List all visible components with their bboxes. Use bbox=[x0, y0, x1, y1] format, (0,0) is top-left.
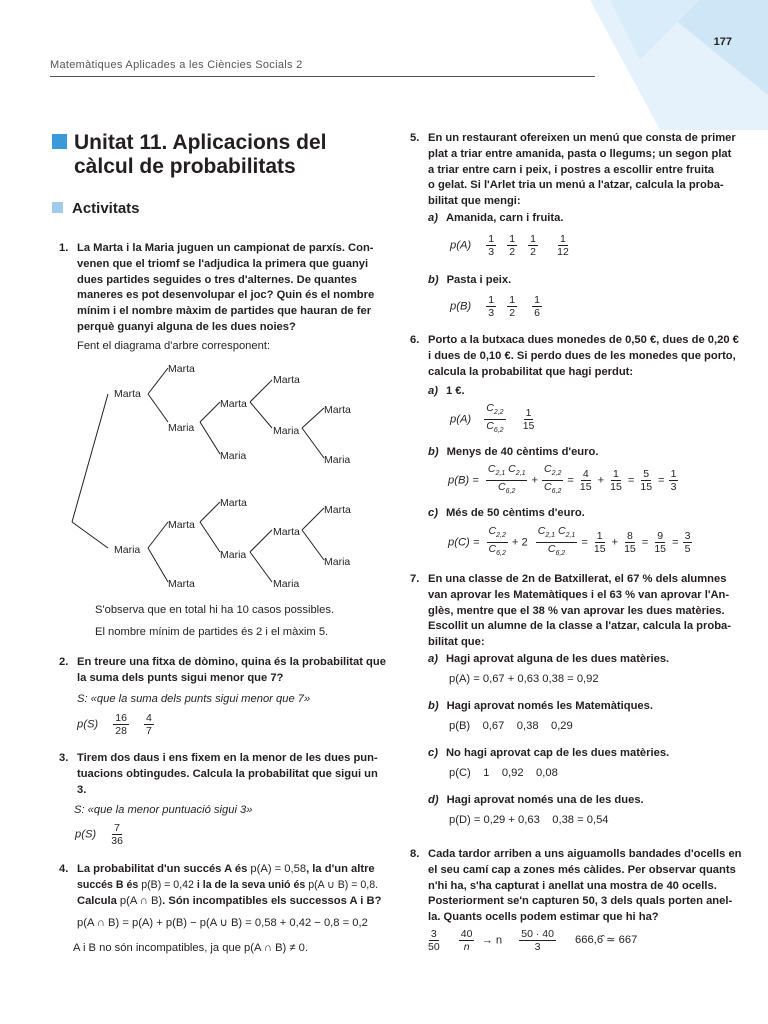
tree-node-label: Maria bbox=[324, 556, 351, 568]
q8-line: n'hi ha, s'ha capturat i anellat una mostra de 40 ocells. bbox=[428, 879, 717, 892]
q6-a-result: p(A) $\frac{C_{2,2}}{C_{6,2}}$ $\frac{1}{15}$ bbox=[450, 402, 540, 437]
tree-node-label: Marta bbox=[324, 404, 351, 416]
tree-branch bbox=[302, 428, 324, 458]
q5-line: plat a triar entre amanida, pasta o llegums; un segon plat bbox=[428, 147, 732, 160]
q8-line: el seu camí cap a zones més càlides. Per observar quants bbox=[428, 863, 736, 876]
question-number: 5. bbox=[410, 132, 420, 144]
tree-node-label: Marta bbox=[220, 398, 247, 410]
q7-line: glès, mentre que el 38 % van aprovar les dues matèries. bbox=[428, 604, 725, 617]
q6-part-a: a) 1 €. bbox=[428, 385, 465, 397]
question-3 bbox=[59, 751, 397, 798]
q7-c-result: p(C) 1 0,92 0,08 bbox=[449, 767, 558, 779]
q1-note2: El nombre mínim de partides és 2 i el màxim 5. bbox=[95, 626, 329, 638]
q7-part-b: b) Hagi aprovat només les Matemàtiques. bbox=[428, 700, 653, 712]
fraction: $\frac{1}{15}$ bbox=[522, 407, 535, 433]
question-number: 7. bbox=[410, 573, 420, 585]
tree-node-label: Marta bbox=[168, 519, 195, 531]
tree-branch bbox=[302, 408, 324, 428]
question-7 bbox=[410, 572, 748, 651]
fraction: $\frac{1}{15}$ bbox=[593, 530, 606, 556]
tree-node-label: Maria bbox=[220, 549, 247, 561]
tree-diagram bbox=[70, 358, 370, 594]
q1-line: dues partides seguides o tres d'alternes. De quantes bbox=[77, 273, 357, 286]
tree-node-label: Marta bbox=[324, 504, 351, 516]
q7-line: van aprovar les Matemàtiques i el 63 % van aprovar l'An- bbox=[428, 588, 730, 601]
q6-part-b: b) Menys de 40 cèntims d'euro. bbox=[428, 446, 599, 458]
q8-line: Posteriorment se'n capturen 50, 3 dels quals porten anel- bbox=[428, 895, 733, 908]
tree-branch bbox=[148, 522, 168, 548]
fraction: $\frac{C_{2,1} C_{2,1}}{C_{6,2}}$ bbox=[487, 463, 526, 496]
tree-node-label: Marta bbox=[168, 578, 195, 590]
fraction: $\frac{C_{2,1} C_{2,1}}{C_{6,2}}$ bbox=[537, 525, 576, 558]
question-number: 6. bbox=[410, 334, 420, 346]
q1-note1: S'observa que en total hi ha 10 casos possibles. bbox=[95, 604, 335, 616]
question-number: 2. bbox=[59, 656, 69, 668]
tree-branch bbox=[72, 522, 108, 548]
tree-node-label: Marta bbox=[273, 374, 300, 386]
q4-formula: p(A ∩ B) = p(A) + p(B) − p(A ∪ B) = 0,58 + 0,42 − 0,8 = 0,2 bbox=[77, 917, 368, 929]
q5-line: bilitat que mengi: bbox=[428, 195, 521, 208]
tree-branch bbox=[148, 394, 168, 422]
fraction: $\frac{1}{2}$ bbox=[509, 294, 516, 319]
tree-branch bbox=[200, 402, 220, 422]
tree-branch bbox=[250, 402, 272, 428]
q7-part-c: c) No hagi aprovat cap de les dues matèries. bbox=[428, 747, 670, 759]
q1-line: maneres es pot desenvolupar el joc? Quin és el nombre bbox=[77, 289, 375, 302]
tree-branch bbox=[302, 508, 324, 530]
section-title bbox=[52, 200, 140, 217]
q1-line: La Marta i la Maria juguen un campionat de parxís. Con- bbox=[77, 242, 374, 254]
question-number: 1. bbox=[59, 242, 69, 254]
q5-line: o gelat. Si l'Arlet tria un menú a l'atzar, calcula la proba- bbox=[428, 179, 724, 192]
tree-node-label: Marta bbox=[273, 526, 300, 538]
tree-node-label: Marta bbox=[220, 497, 247, 509]
q7-part-d: d) Hagi aprovat només una de les dues. bbox=[428, 794, 644, 806]
tree-branch bbox=[200, 422, 220, 454]
q3-line: 3. bbox=[77, 783, 87, 796]
tree-node-label: Maria bbox=[324, 454, 351, 466]
q2-result bbox=[77, 712, 158, 737]
tree-node-label: Maria bbox=[273, 578, 300, 590]
q6-b-result: p(B) = $\frac{C_{2,1} C_{2,1}}{C_{6,2}}$ + $\frac{C_{2,2}}{C_{6,2}}$ = $\frac{4}{15}$ + $\frac{1}{15}$ = $\frac{5}{15}$ = $\frac{1}{3}$ bbox=[448, 463, 682, 498]
q7-line: Escollit un alumne de la classe a l'atzar, calcula la proba- bbox=[428, 620, 731, 633]
question-number: 3. bbox=[59, 752, 69, 764]
unit-title-line1: Unitat 11. Aplicacions del bbox=[74, 131, 327, 154]
q8-result: $\frac{3}{50}$ $\frac{40}{n}$ → n $\frac{50 \cdot 40}{3}$ 666,6̂ ≃ 667 bbox=[428, 928, 638, 953]
q6-line: i dues de 0,10 €. Si perdo dues de les monedes que porto, bbox=[428, 349, 736, 362]
q3-line: tuacions obtingudes. Calcula la probabilitat que sigui un bbox=[77, 767, 378, 780]
fraction: $\frac{1}{2}$ bbox=[530, 233, 536, 258]
fraction: $\frac{C_{2,2}}{C_{6,2}}$ bbox=[544, 463, 562, 496]
fraction: $\frac{1}{6}$ bbox=[534, 294, 540, 319]
title-square-icon bbox=[52, 134, 67, 149]
fraction: $\frac{4}{7}$ bbox=[146, 712, 152, 737]
fraction: $\frac{C_{2,2}}{C_{6,2}}$ bbox=[486, 402, 504, 435]
tree-branch bbox=[250, 552, 272, 582]
question-number: 4. bbox=[59, 863, 69, 875]
tree-branch bbox=[148, 548, 168, 582]
q3-event: S: «que la menor puntuació sigui 3» bbox=[74, 804, 253, 816]
q4-conclusion: A i B no són incompatibles, ja que p(A ∩ B) ≠ 0. bbox=[73, 942, 308, 954]
unit-title-line2: càlcul de probabilitats bbox=[74, 155, 296, 178]
q6-line: calcula la probabilitat que hagi perdut: bbox=[428, 365, 634, 378]
tree-branch bbox=[200, 502, 220, 522]
q1-line: venen que el triomf se l'adjudica la primera que guanyi bbox=[77, 257, 369, 270]
fraction: $\frac{50 \cdot 40}{3}$ bbox=[521, 928, 554, 953]
fraction: $\frac{8}{15}$ bbox=[624, 530, 636, 556]
tree-branch bbox=[72, 394, 108, 522]
fraction: $\frac{1}{12}$ bbox=[557, 233, 569, 258]
q7-line: bilitat que: bbox=[428, 636, 485, 649]
question-1 bbox=[59, 241, 397, 336]
section-title-text: Activitats bbox=[72, 200, 140, 217]
section-square-icon bbox=[52, 202, 63, 213]
fraction: $\frac{9}{15}$ bbox=[654, 530, 667, 556]
q2-line: la suma dels punts sigui menor que 7? bbox=[77, 671, 284, 684]
tree-node-label: Maria bbox=[220, 450, 247, 462]
fraction: $\frac{4}{15}$ bbox=[579, 468, 592, 494]
q5-part-b: b) Pasta i peix. bbox=[428, 274, 512, 286]
q6-part-c: c) Més de 50 cèntims d'euro. bbox=[428, 507, 585, 519]
fraction: $\frac{5}{15}$ bbox=[640, 468, 653, 494]
question-5 bbox=[410, 131, 748, 210]
q6-c-result: p(C) = $\frac{C_{2,2}}{C_{6,2}}$ + 2 $\frac{C_{2,1} C_{2,1}}{C_{6,2}}$ = $\frac{1}{15}$ + $\frac{8}{15}$ = $\frac{9}{15}$ = $\frac{3}{5}$ bbox=[448, 525, 696, 560]
q1-line: mínim i el nombre màxim de partides que hauran de fer bbox=[77, 305, 372, 318]
fraction: $\frac{3}{5}$ bbox=[684, 530, 691, 556]
q8-line: Cada tardor arriben a uns aiguamolls bandades d'ocells en bbox=[428, 848, 742, 860]
question-4: 4. La probabilitat d'un succés A és p(A) = 0,58, la d'un altre succés B és p(B) = 0,42 i la de la seva unió és p(A ∪ B) = 0,8. Calcula p(A ∩ B). Són incompatibles els successos A i B? bbox=[59, 863, 382, 907]
q2-lhs: p(S) bbox=[77, 718, 99, 731]
fraction: $\frac{3}{50}$ bbox=[428, 928, 440, 953]
question-2 bbox=[59, 655, 397, 687]
fraction: $\frac{1}{3}$ bbox=[488, 233, 495, 258]
q7-line: En una classe de 2n de Batxillerat, el 67 % dels alumnes bbox=[428, 573, 727, 585]
q3-lhs: p(S) bbox=[75, 828, 97, 841]
fraction: $\frac{1}{3}$ bbox=[488, 294, 495, 319]
q1-line: perquè guanyi alguna de les dues noies? bbox=[77, 320, 296, 333]
q1-intro: Fent el diagrama d'arbre corresponent: bbox=[77, 340, 271, 352]
q5-line: a triar entre carn i peix, i postres a escollir entre fruita bbox=[428, 163, 715, 176]
question-number: 8. bbox=[410, 848, 420, 860]
tree-branch bbox=[200, 522, 220, 552]
tree-branch bbox=[250, 530, 272, 552]
tree-node-label: Maria bbox=[273, 425, 300, 437]
tree-node-label: Marta bbox=[114, 388, 141, 400]
tree-branches bbox=[72, 368, 324, 582]
q5-b-result: p(B) $\frac{1}{3}$ $\frac{1}{2}$ $\frac{1}{6}$ bbox=[450, 294, 540, 319]
fraction: $\frac{1}{2}$ bbox=[509, 233, 516, 258]
q2-event: S: «que la suma dels punts sigui menor que 7» bbox=[77, 693, 311, 705]
q8-line: la. Quants ocells podem estimar que hi ha? bbox=[428, 911, 659, 924]
unit-title bbox=[52, 131, 372, 179]
fraction: $\frac{16}{28}$ bbox=[115, 712, 127, 737]
q6-line: Porto a la butxaca dues monedes de 0,50 €, dues de 0,20 € bbox=[428, 334, 739, 346]
q5-a-result: p(A) $\frac{1}{3}$ $\frac{1}{2}$ $\frac{1}{2}$ $\frac{1}{12}$ bbox=[450, 233, 569, 258]
q7-a-result: p(A) = 0,67 + 0,63 0,38 = 0,92 bbox=[449, 673, 599, 685]
tree-labels bbox=[114, 363, 351, 590]
tree-node-label: Marta bbox=[168, 363, 195, 375]
tree-node-label: Maria bbox=[114, 544, 141, 556]
page-number: 177 bbox=[713, 36, 732, 48]
tree-branch bbox=[302, 530, 324, 560]
q7-part-a: a) Hagi aprovat alguna de les dues matèries. bbox=[428, 653, 670, 665]
q3-result bbox=[75, 822, 129, 847]
q2-line: En treure una fitxa de dòmino, quina és la probabilitat que bbox=[77, 656, 386, 668]
question-6 bbox=[410, 333, 748, 380]
tree-node-label: Maria bbox=[168, 422, 195, 434]
fraction: $\frac{7}{36}$ bbox=[111, 822, 123, 847]
question-8 bbox=[410, 847, 748, 926]
fraction: $\frac{1}{3}$ bbox=[670, 468, 677, 494]
q7-d-result: p(D) = 0,29 + 0,63 0,38 = 0,54 bbox=[449, 814, 609, 826]
header-rule bbox=[50, 76, 595, 77]
q5-line: En un restaurant ofereixen un menú que consta de primer bbox=[428, 132, 736, 144]
fraction: $\frac{40}{n}$ bbox=[460, 928, 473, 953]
q7-b-result: p(B) 0,67 0,38 0,29 bbox=[449, 720, 573, 732]
fraction: $\frac{1}{15}$ bbox=[610, 468, 622, 494]
running-header: Matemàtiques Aplicades a les Ciències Socials 2 bbox=[50, 59, 303, 71]
q3-line: Tirem dos daus i ens fixem en la menor de les dues pun- bbox=[77, 752, 378, 764]
fraction: $\frac{C_{2,2}}{C_{6,2}}$ bbox=[488, 525, 506, 558]
tree-branch bbox=[250, 380, 272, 402]
tree-branch bbox=[148, 368, 168, 394]
q5-part-a: a) Amanida, carn i fruita. bbox=[428, 212, 564, 224]
